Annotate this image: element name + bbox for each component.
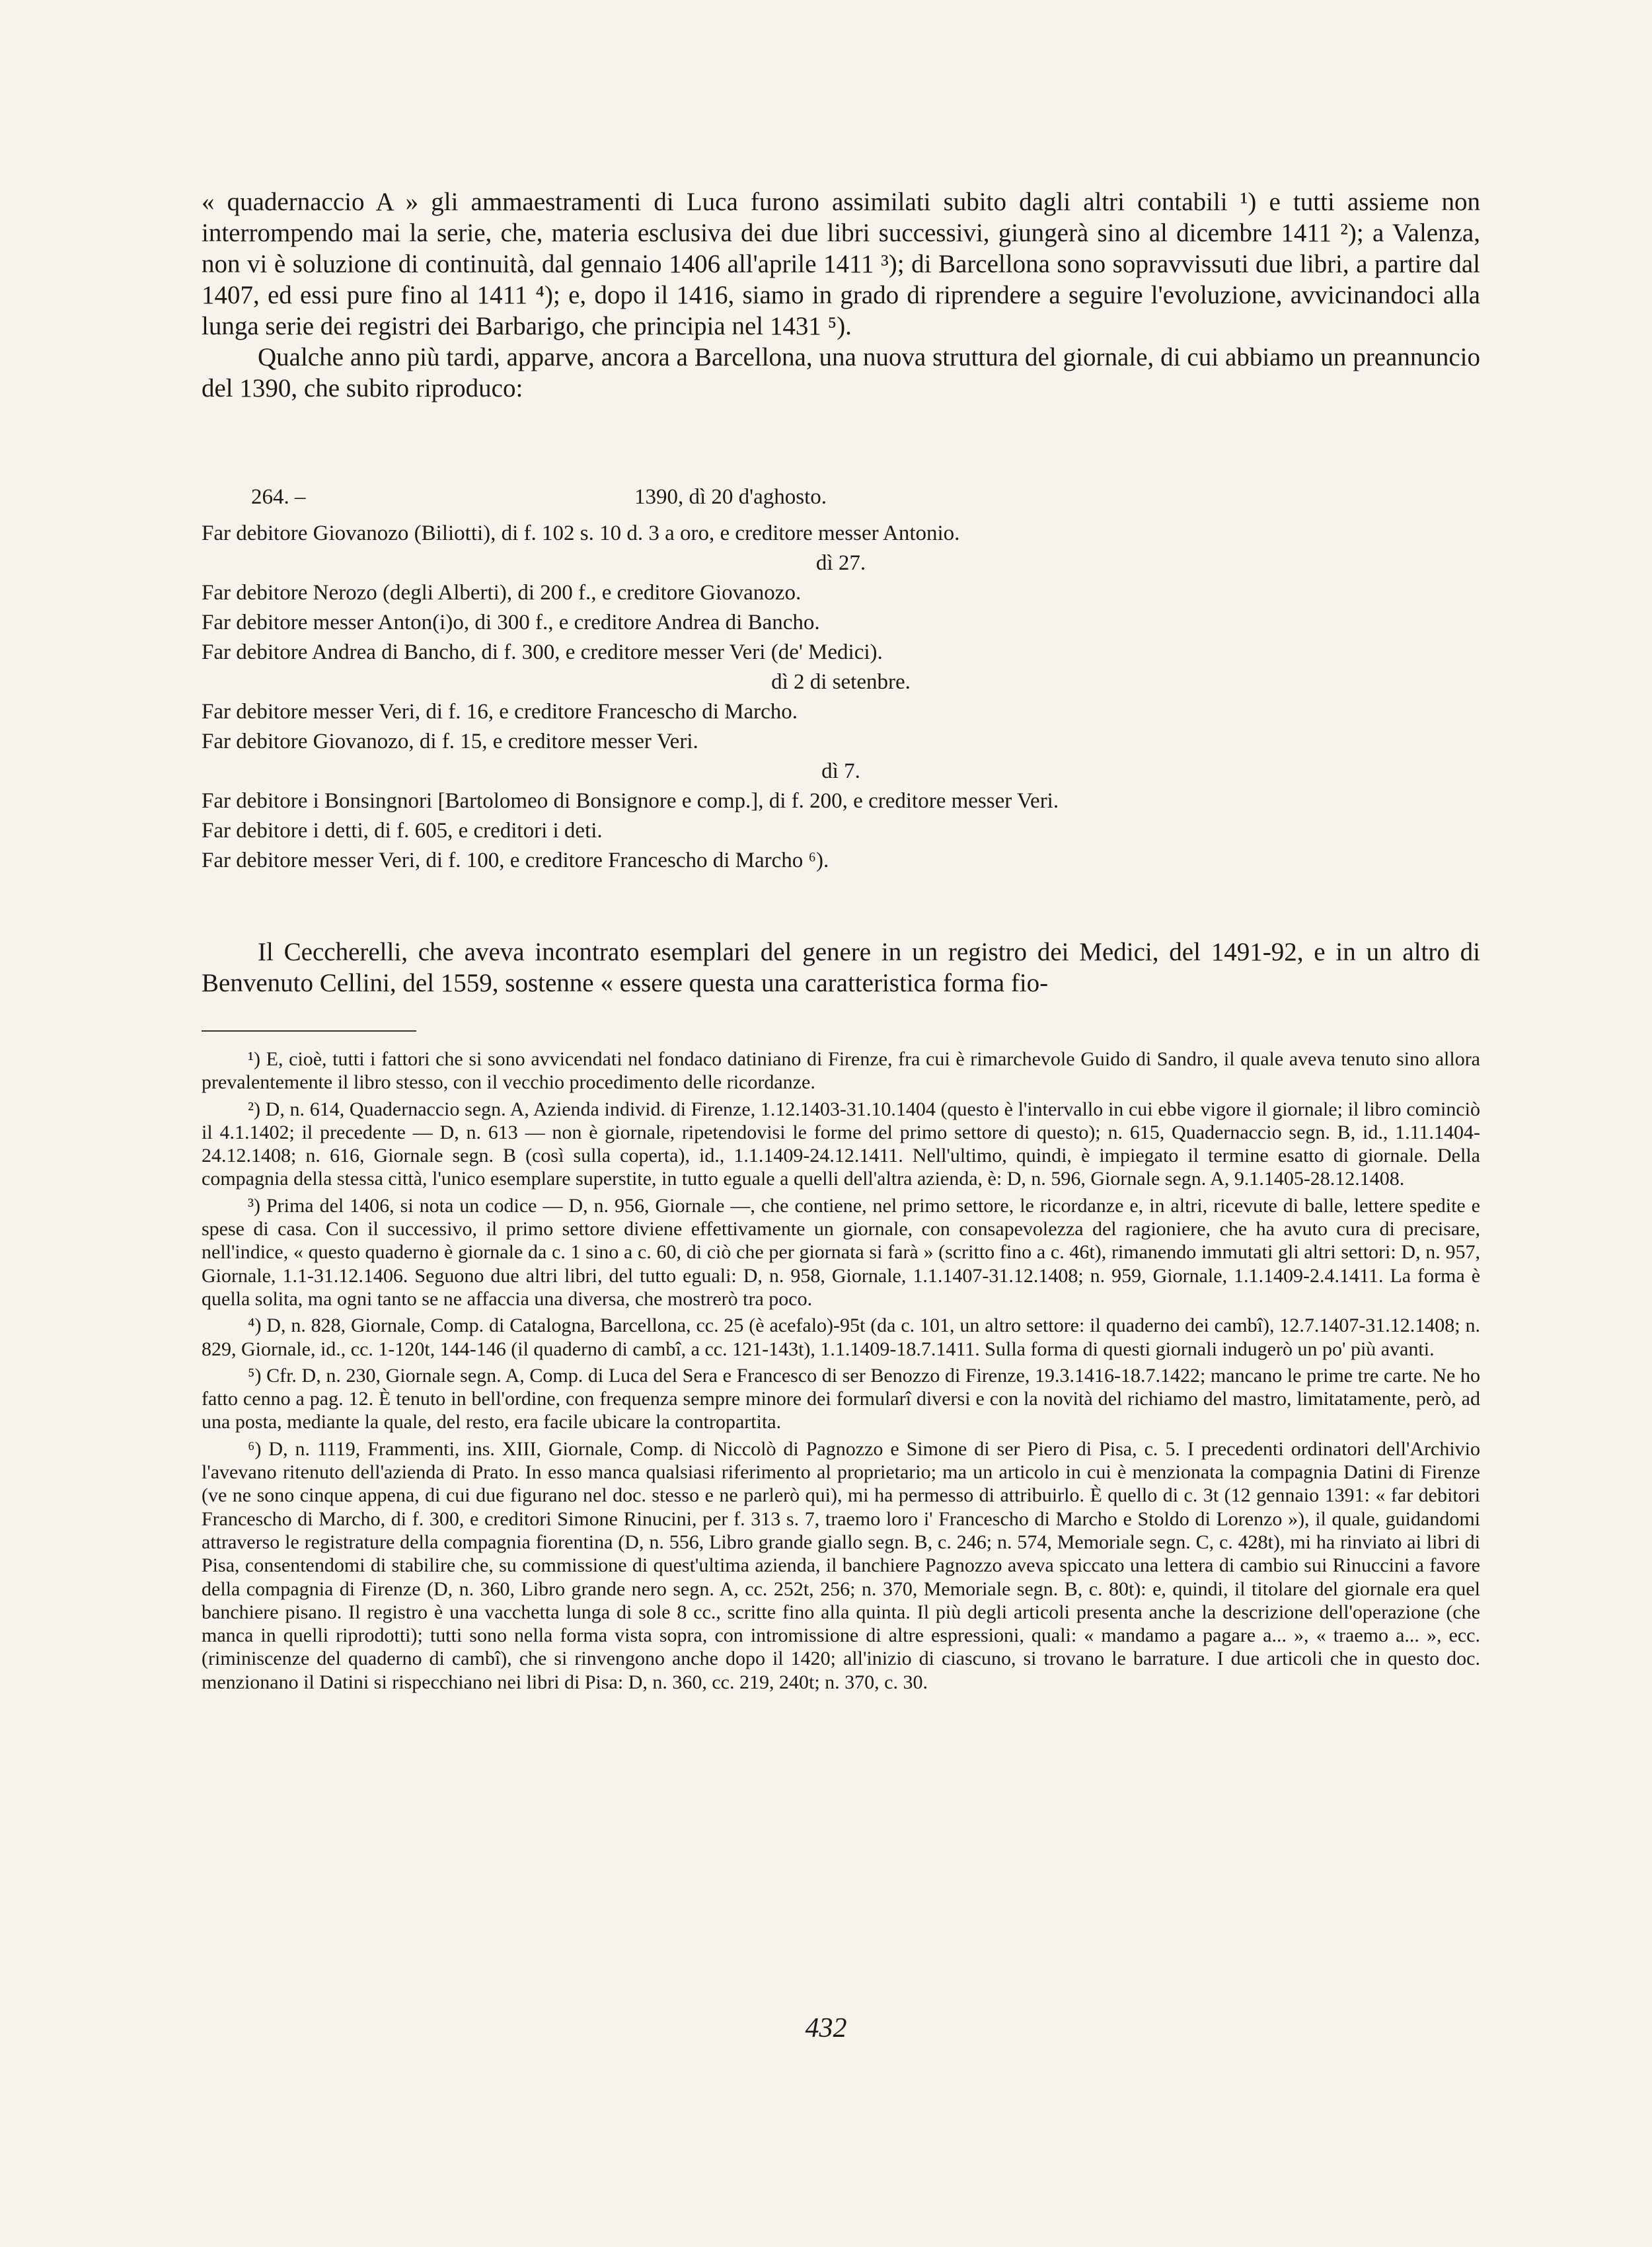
- entry-line: Far debitore messer Veri, di f. 16, e creditore Francescho di Marcho.: [202, 700, 798, 724]
- entry-line: Far debitore i Bonsingnori [Bartolomeo di Bonsignore e comp.], di f. 200, e creditore messer Veri.: [202, 789, 1059, 813]
- footnote-4: ⁴) D, n. 828, Giornale, Comp. di Catalogna, Barcellona, cc. 25 (è acefalo)-95t (da c. 101, un altro settore: il quaderno dei cambî), 12.7.1407-31.12.1408; n. 829, Giornale, id., cc. 1-120t, 144-146 (il quaderno di cambî, a cc. 121-143t), 1.1.1409-18.7.1411. Sulla forma di questi giornali indugerò un po' più avanti.: [202, 1314, 1480, 1360]
- footnote-5: ⁵) Cfr. D, n. 230, Giornale segn. A, Comp. di Luca del Sera e Francesco di ser Benozzo di Firenze, 19.3.1416-18.7.1422; mancano le prime tre carte. Ne ho fatto cenno a pag. 12. È tenuto in bell'ordine, con frequenza sempre minore dei formularî diversi e con la novità del richiamo del mastro, limitatamente, però, ad una posta, mediante la quale, del resto, era facile ubicare la contropartita.: [202, 1364, 1480, 1433]
- footnote-3: ³) Prima del 1406, si nota un codice — D, n. 956, Giornale —, che contiene, nel primo settore, le ricordanze e, in altri, ricevute di balle, lettere spedite e spese di casa. Con il successivo, il primo settore diviene effettivamente un giornale, con consapevolezza del ragioniere, che ha avuto cura di precisare, nell'indice, « questo quaderno è giornale da c. 1 sino a c. 60, di ciò che per giornata si farà » (scritto fino a c. 46t), rimanendo immutati gli altri settori: D, n. 957, Giornale, 1.1-31.12.1406. Seguono due altri libri, del tutto eguali: D, n. 958, Giornale, 1.1.1407-31.12.1408; n. 959, Giornale, 1.1.1409-2.4.1411. La forma è quella solita, ma ogni tanto se ne affaccia una diversa, che mostrerò tra poco.: [202, 1194, 1480, 1310]
- paragraph-1: « quadernaccio A » gli ammaestramenti di Luca furono assimilati subito dagli altri contabili ¹) e tutti assieme non interrompendo mai la serie, che, materia esclusiva dei due libri successivi, giungerà sino al dicembre 1411 ²); a Valenza, non vi è soluzione di continuità, dal gennaio 1406 all'aprile 1411 ³); di Barcellona sono sopravvissuti due libri, a partire dal 1407, ed essi pure fino al 1411 ⁴); e, dopo il 1416, siamo in grado di riprendere a seguire l'evoluzione, avvicinandoci alla lunga serie dei registri dei Barbarigo, che principia nel 1431 ⁵).: [202, 188, 1480, 340]
- entry-line: Far debitore Giovanozo, di f. 15, e creditore messer Veri.: [202, 730, 698, 753]
- entry-line: Far debitore Giovanozo (Biliotti), di f. 102 s. 10 d. 3 a oro, e creditore messer Antonio.: [202, 521, 960, 545]
- entry-date: dì 2 di setenbre.: [771, 670, 911, 694]
- main-text: [202, 186, 1480, 404]
- paragraph-2: Qualche anno più tardi, apparve, ancora a Barcellona, una nuova struttura del giornale, di cui abbiamo un preannuncio del 1390, che subito riproduco:: [202, 343, 1480, 402]
- entry-date: dì 27.: [815, 551, 866, 575]
- journal-entries: [202, 482, 1480, 876]
- page-number: 432: [805, 2013, 847, 2043]
- footnote-1: ¹) E, cioè, tutti i fattori che si sono avvicendati nel fondaco datiniano di Firenze, fra cui è rimarchevole Guido di Sandro, il quale aveva tenuto sino allora prevalentemente il libro stesso, con il vecchio procedimento delle ricordanze.: [202, 1048, 1480, 1094]
- entry-date: dì 7.: [821, 759, 860, 783]
- closing-text: [202, 936, 1480, 999]
- footnotes: [202, 1047, 1480, 1697]
- footnote-divider: [202, 1030, 416, 1032]
- entry-header: [202, 482, 1480, 512]
- entry-line: Far debitore messer Veri, di f. 100, e creditore Francescho di Marcho ⁶).: [202, 849, 829, 872]
- entry-number: 264. –: [251, 485, 306, 509]
- entry-line: Far debitore messer Anton(i)o, di 300 f., e creditore Andrea di Bancho.: [202, 611, 820, 634]
- entry-line: Far debitore Nerozo (degli Alberti), di 200 f., e creditore Giovanozo.: [202, 581, 802, 605]
- entry-line: Far debitore Andrea di Bancho, di f. 300, e creditore messer Veri (de' Medici).: [202, 640, 883, 664]
- entry-date: 1390, dì 20 d'aghosto.: [634, 485, 827, 509]
- entry-line: Far debitore i detti, di f. 605, e creditori i deti.: [202, 819, 603, 843]
- footnote-2: ²) D, n. 614, Quadernaccio segn. A, Azienda individ. di Firenze, 1.12.1403-31.10.1404 (questo è l'intervallo in cui ebbe vigore il giornale; il libro cominciò il 4.1.1402; il precedente — D, n. 613 — non è giornale, ripetendovisi le forme del primo settore di questo); n. 615, Quadernaccio segn. B, id., 1.11.1404-24.12.1408; n. 616, Giornale segn. B (così sulla coperta), id., 1.1.1409-24.12.1411. Nell'ultimo, quindi, è impiegato il termine esatto di giornale. Della compagnia della stessa città, l'unico esemplare superstite, in tutto eguale a quelli dell'altra azienda, è: D, n. 596, Giornale segn. A, 9.1.1405-28.12.1408.: [202, 1098, 1480, 1190]
- footnote-6: ⁶) D, n. 1119, Frammenti, ins. XIII, Giornale, Comp. di Niccolò di Pagnozzo e Simone di ser Piero di Pisa, c. 5. I precedenti ordinatori dell'Archivio l'avevano ritenuto dell'azienda di Prato. In esso manca qualsiasi riferimento al proprietario; ma un articolo in cui è menzionata la compagnia Datini di Firenze (ve ne sono cinque appena, di cui due figurano nel doc. stesso e ne parlerò qui), mi ha permesso di attribuirlo. È quello di c. 3t (12 gennaio 1391: « far debitori Francescho di Marcho, di f. 300, e creditori Simone Rinucini, per f. 313 s. 7, traemo loro i' Francescho di Marcho e Stoldo di Lorenzo »), il quale, guidandomi attraverso le registrature della compagnia fiorentina (D, n. 556, Libro grande giallo segn. B, c. 246; n. 574, Memoriale segn. C, c. 428t), mi ha rinviato ai libri di Pisa, consentendomi di stabilire che, su commissione di quest'ultima azienda, il banchiere Pagnozzo aveva spiccato una lettera di cambio sui Rinuccini a favore della compagnia di Firenze (D, n. 360, Libro grande nero segn. A, cc. 252t, 256; n. 370, Memoriale segn. B, c. 80t): e, quindi, il titolare del giornale era quel banchiere pisano. Il registro è una vacchetta lunga di sole 8 cc., scritte fino alla quinta. Il più degli articoli presenta anche la descrizione dell'operazione (che manca in quelli riprodotti); tutti sono nella forma vista sopra, con intromissione di altre espressioni, quali: « mandamo a pagare a... », « traemo a... », ecc. (riminiscenze del quaderno di cambî), che si rinvengono anche dopo il 1420; all'inizio di ciascuno, si trovano le barrature. I due articoli che in questo doc. menzionano il Datini si rispecchiano nei libri di Pisa: D, n. 360, cc. 219, 240t; n. 370, c. 30.: [202, 1437, 1480, 1693]
- paragraph-3: Il Ceccherelli, che aveva incontrato esemplari del genere in un registro dei Medici, del 1491-92, e in un altro di Benvenuto Cellini, del 1559, sostenne « essere questa una caratteristica forma fio-: [202, 938, 1480, 997]
